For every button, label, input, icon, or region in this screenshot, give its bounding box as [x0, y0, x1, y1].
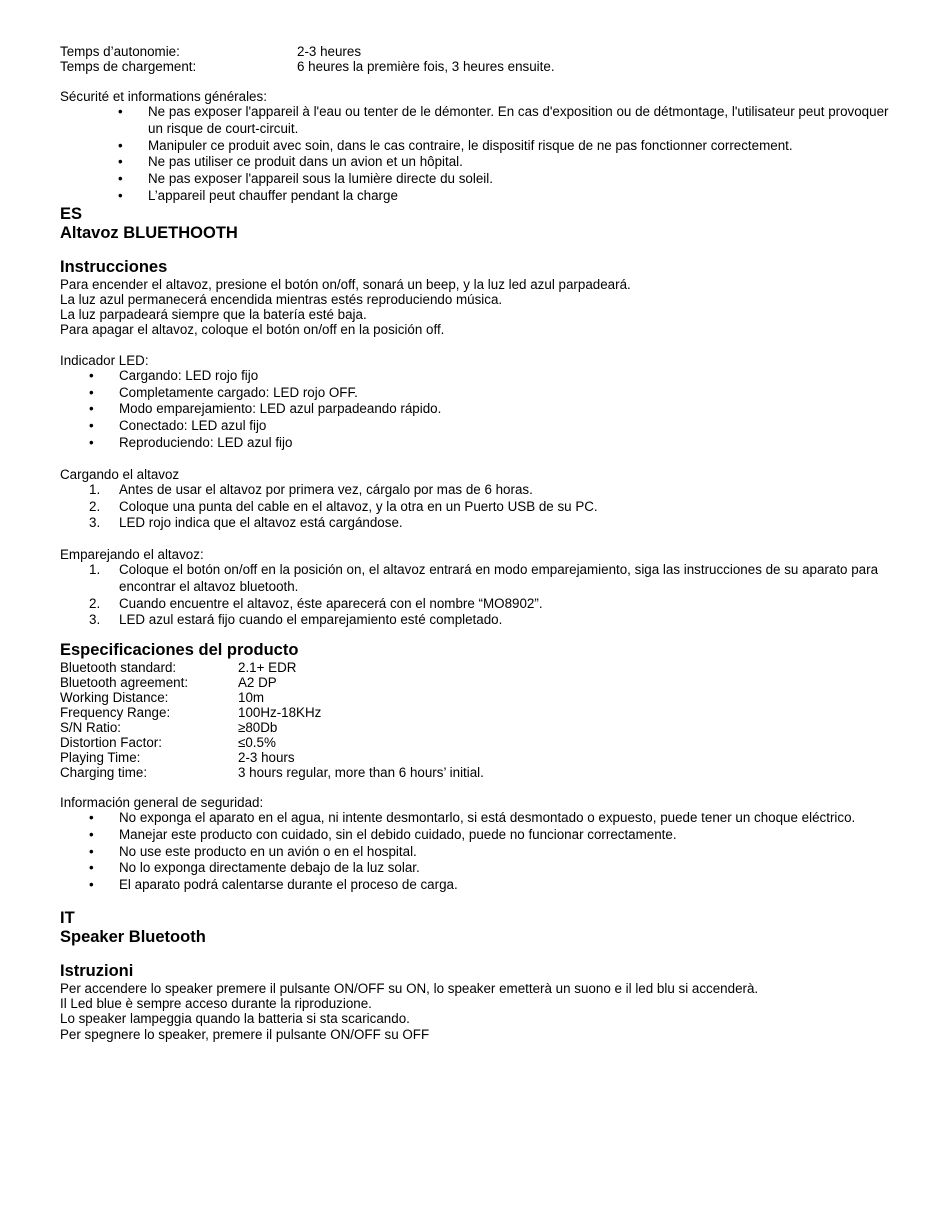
spec-value: 6 heures la première fois, 3 heures ensuite.	[297, 59, 555, 74]
es-safety-list	[60, 810, 900, 894]
spec-label: Temps de chargement:	[60, 59, 197, 74]
instruction-line: La luz azul permanecerá encendida mientras estés reproduciendo música.	[60, 291, 503, 307]
spec-row	[60, 59, 900, 74]
instruction-line: Para encender el altavoz, presione el botón on/off, sonará un beep, y la luz led azul parpadeará.	[60, 276, 631, 292]
list-item: • Cargando: LED rojo fijo	[89, 368, 259, 383]
list-item: • Ne pas utiliser ce produit dans un avion et un hôpital.	[118, 154, 463, 170]
bullet: •	[89, 418, 94, 434]
list-item: • Manejar este producto con cuidado, sin el debido cuidado, puede no funcionar correctamente.	[89, 827, 677, 843]
bullet: •	[118, 187, 123, 203]
list-item: 2. Coloque una punta del cable en el altavoz, y la otra en un Puerto USB de su PC.	[89, 498, 598, 514]
list-item: 2. Cuando encuentre el altavoz, éste aparecerá con el nombre “MO8902”.	[89, 595, 543, 611]
instruction-line: Per accendere lo speaker premere il pulsante ON/OFF su ON, lo speaker emetterà un suono e il led blu si accenderà.	[60, 980, 759, 996]
fr-safety-list	[60, 104, 900, 204]
es-charging-list	[60, 482, 900, 532]
list-item: 1. Coloque el botón on/off en la posición on, el altavoz entrará en modo emparejamiento, siga las instrucciones de su aparato para encontrar el altavoz bluetooth.	[89, 562, 879, 594]
list-item: • No use este producto en un avión o en el hospital.	[89, 843, 417, 859]
es-charging-heading: Cargando el altavoz	[60, 466, 180, 482]
spec-row: Playing Time: 2-3 hours	[60, 750, 295, 766]
spec-row: Bluetooth agreement: A2 DP	[60, 675, 277, 691]
es-specs	[60, 660, 900, 780]
es-title: Altavoz BLUETHOOTH	[60, 223, 238, 242]
list-item: • Conectado: LED azul fijo	[89, 418, 267, 434]
instruction-line: Per spegnere lo speaker, premere il pulsante ON/OFF su OFF	[60, 1026, 430, 1042]
list-item: 3. LED rojo indica que el altavoz está cargándose.	[89, 515, 403, 531]
spec-label: Temps d’autonomie:	[60, 44, 180, 59]
spec-row: Frequency Range: 100Hz-18KHz	[60, 705, 322, 721]
fr-specs	[60, 44, 900, 74]
list-item: • Ne pas exposer l'appareil à l'eau ou tenter de le démonter. En cas d'exposition ou de détmontage, l'utilisateur peut provoquer un risque de court-circuit.	[118, 104, 889, 136]
es-led-heading: Indicador LED:	[60, 352, 149, 368]
list-item: • Ne pas exposer l'appareil sous la lumière directe du soleil.	[118, 171, 493, 187]
spec-row: Bluetooth standard: 2.1+ EDR	[60, 660, 297, 676]
es-specs-heading: Especificaciones del producto	[60, 641, 299, 660]
bullet: •	[118, 171, 123, 187]
list-item: • Manipuler ce produit avec soin, dans le cas contraire, le dispositif risque de ne pas fonctionner correctement.	[118, 137, 793, 153]
instruction-line: Para apagar el altavoz, coloque el botón on/off en la posición off.	[60, 322, 445, 338]
spec-row: S/N Ratio: ≥80Db	[60, 720, 278, 736]
instruction-line: Il Led blue è sempre acceso durante la riproduzione.	[60, 996, 372, 1012]
list-item: • Reproduciendo: LED azul fijo	[89, 434, 293, 450]
es-led-list	[60, 368, 900, 452]
bullet: •	[118, 154, 123, 170]
fr-safety-heading: Sécurité et informations générales:	[60, 89, 267, 104]
list-item: • L’appareil peut chauffer pendant la charge	[118, 187, 398, 203]
spec-row: Distortion Factor: ≤0.5%	[60, 735, 276, 751]
it-instructions-heading: Istruzioni	[60, 961, 134, 980]
document-page	[60, 44, 900, 1042]
bullet: •	[89, 368, 94, 383]
list-item: • No lo exponga directamente debajo de la luz solar.	[89, 860, 420, 876]
es-pairing-heading: Emparejando el altavoz:	[60, 546, 204, 562]
bullet: •	[89, 434, 94, 450]
es-lang-heading: ES	[60, 204, 83, 223]
bullet: •	[89, 860, 94, 876]
es-instructions-heading: Instrucciones	[60, 257, 168, 276]
bullet: •	[89, 843, 94, 859]
instruction-line: La luz parpadeará siempre que la batería esté baja.	[60, 307, 367, 323]
spec-value: 2-3 heures	[297, 44, 362, 59]
bullet: •	[118, 137, 123, 153]
bullet: •	[89, 384, 94, 400]
list-item: • No exponga el aparato en el agua, ni intente desmontarlo, si está desmontado o expuesto, puede tener un choque eléctrico.	[89, 810, 856, 826]
bullet: •	[89, 401, 94, 417]
list-item: • Modo emparejamiento: LED azul parpadeando rápido.	[89, 401, 442, 417]
es-pairing-list	[60, 562, 900, 629]
spec-row	[60, 44, 900, 59]
it-title: Speaker Bluetooth	[60, 927, 206, 946]
bullet: •	[89, 810, 94, 826]
list-item: 1. Antes de usar el altavoz por primera vez, cárgalo por mas de 6 horas.	[89, 481, 533, 497]
es-safety-heading: Información general de seguridad:	[60, 795, 264, 811]
list-item: 3. LED azul estará fijo cuando el emparejamiento esté completado.	[89, 612, 503, 628]
list-item: • El aparato podrá calentarse durante el proceso de carga.	[89, 877, 458, 893]
bullet: •	[89, 877, 94, 893]
instruction-line: Lo speaker lampeggia quando la batteria si sta scaricando.	[60, 1011, 410, 1027]
bullet: •	[89, 827, 94, 843]
bullet: •	[118, 104, 123, 120]
spec-row: Working Distance: 10m	[60, 690, 265, 706]
it-lang-heading: IT	[60, 908, 75, 927]
spec-row: Charging time: 3 hours regular, more than 6 hours’ initial.	[60, 765, 484, 781]
list-item: • Completamente cargado: LED rojo OFF.	[89, 384, 358, 400]
